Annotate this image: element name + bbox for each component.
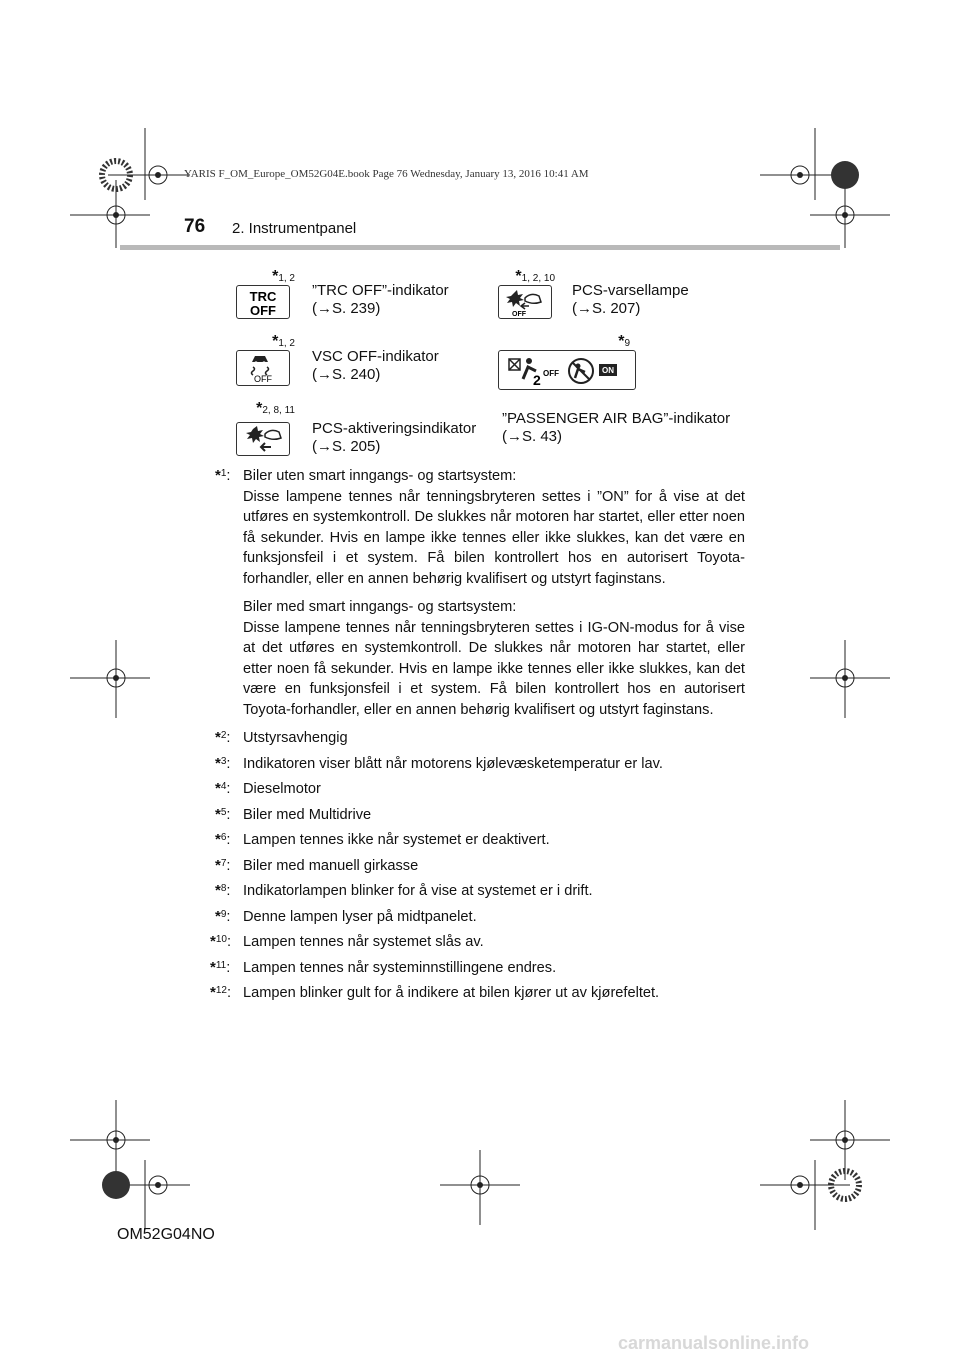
svg-text:OFF: OFF — [250, 303, 276, 318]
watermark: carmanualsonline.info — [618, 1333, 810, 1353]
indicator-mark: *1, 2, 10 — [515, 268, 555, 285]
indicator-label: ”PASSENGER AIR BAG”-indikator (→S. 43) — [502, 410, 731, 445]
svg-text:OFF: OFF — [512, 311, 526, 318]
indicator-mark: *1, 2 — [272, 333, 295, 350]
indicator-label: VSC OFF-indikator (→S. 240) — [312, 348, 439, 383]
book-info: YARIS F_OM_Europe_OM52G04E.book Page 76 Wednesday, January 13, 2016 10:41 AM — [184, 168, 589, 180]
trc-off-icon — [236, 285, 290, 319]
indicator-mark: *2, 8, 11 — [256, 400, 295, 417]
footnote-6: *$^6$: Lampen tennes ikke når systemet er deaktivert. — [215, 831, 550, 848]
document-code: OM52G04NO — [117, 1226, 215, 1243]
indicator-mark: *1, 2 — [272, 268, 295, 285]
footnote-3: *$^3$: Indikatoren viser blått når motorens kjølevæsketemperatur er lav. — [215, 754, 663, 772]
footnote-7: *$^7$: Biler med manuell girkasse — [215, 856, 419, 874]
page-number: 76 — [184, 216, 206, 237]
footnote-1: *$^1$: Biler uten smart inngangs- og startsystem: Disse lampene tennes når tenningsbryteren settes i ”ON” for å vise at det utføres en systemkontroll. De slukkes når motoren har startet, eller etter noen få sekunder. Hvis en lampe ikke tennes eller ikke slukkes, kan det være en funksjonsfeil i et system. Få bilen kontrollert hos en autorisert Toyota-forhandler, eller en annen behørig kvalifisert og utstyrt faginstans. Biler med smart inngangs- og startsystem: Disse lampene tennes når tenningsbryteren settes i IG-ON-modus for å vise at det utføres en systemkontroll. De slukkes når motoren har startet, eller etter noen få sekunder. Hvis en lampe ikke tennes eller ikke slukkes, kan det være en funksjonsfeil i et system. Få bilen kontrollert hos en autorisert Toyota-forhandler, eller en annen behørig kvalifisert og utstyrt faginstans. — [215, 467, 745, 718]
footnote-12: *$^{12}$: Lampen blinker gult for å indikere at bilen kjører ut av kjørefeltet. — [210, 984, 660, 1001]
footnotes — [210, 466, 745, 1004]
pcs-warning-icon — [498, 285, 552, 319]
footnote-2: *$^2$: Utstyrsavhengig — [215, 729, 348, 746]
svg-text:2: 2 — [533, 372, 541, 388]
section-title: 2. Instrumentpanel — [232, 220, 357, 237]
passenger-airbag-icons — [498, 350, 636, 390]
footnote-8: *$^8$: Indikatorlampen blinker for å vise at systemet er i drift. — [215, 882, 593, 899]
footnote-10: *$^{10}$: Lampen tennes når systemet slås av. — [210, 933, 484, 950]
footnote-11: *$^{11}$: Lampen tennes når systeminnstillingene endres. — [210, 958, 557, 976]
pcs-activation-icon — [236, 422, 290, 456]
svg-text:ON: ON — [602, 366, 614, 375]
svg-text:OFF: OFF — [254, 374, 272, 384]
header-rule — [120, 245, 840, 250]
vsc-off-icon — [236, 350, 290, 386]
footnote-9: *$^9$: Denne lampen lyser på midtpanelet. — [215, 907, 477, 925]
svg-text:TRC: TRC — [249, 289, 277, 304]
footnote-5: *$^5$: Biler med Multidrive — [215, 805, 372, 823]
indicator-label: PCS-varsellampe (→S. 207) — [572, 282, 689, 317]
indicator-mark: *9 — [618, 333, 630, 350]
footnote-4: *$^4$: Dieselmotor — [215, 780, 321, 797]
svg-text:OFF: OFF — [543, 369, 559, 378]
indicator-label: PCS-aktiveringsindikator (→S. 205) — [312, 420, 477, 455]
indicator-label: ”TRC OFF”-indikator (→S. 239) — [312, 282, 449, 317]
